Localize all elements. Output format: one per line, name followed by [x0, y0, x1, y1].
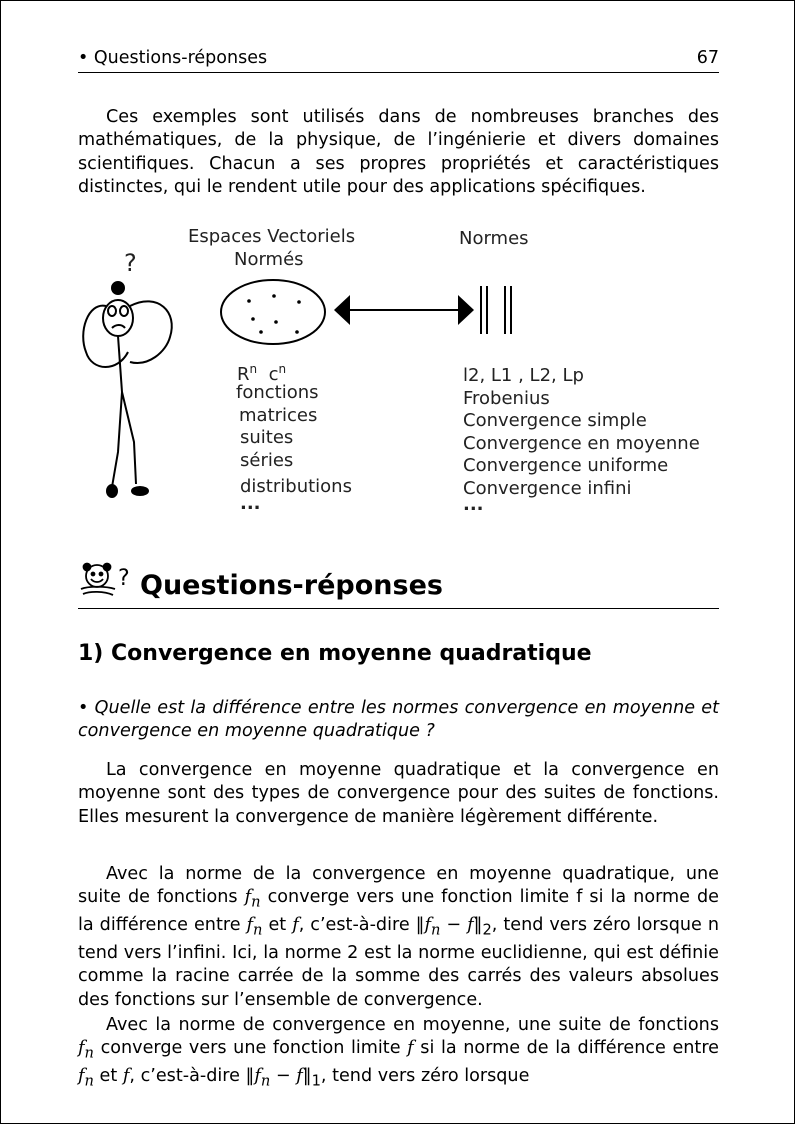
math-f: f [246, 915, 254, 936]
right-list-item: ... [463, 494, 484, 515]
cn-superscript: n [278, 362, 287, 376]
math-fn [246, 915, 263, 939]
math-n: n [260, 1072, 271, 1090]
rn-superscript: n [249, 362, 258, 376]
header-section-label: Questions-réponses [93, 48, 268, 68]
right-list [463, 365, 700, 514]
intro-text: Ces exemples sont utilisés dans de nombreuses branches des mathématiques, de la physique, de l’ingénierie et divers domaines scientifiques. Chacun a ses propres propriétés et caractéristiques distinctes, qui le rendent utile pour des applications spécifiques. [78, 107, 719, 197]
question-mark: ? [124, 249, 137, 277]
header-section: • Questions-réponses [78, 48, 268, 68]
section-heading [78, 562, 719, 609]
math-f: f [78, 1038, 85, 1059]
math-f: f [244, 887, 252, 908]
math-fn [78, 1038, 94, 1062]
p3-text: converge vers une fonction limite [93, 1038, 408, 1059]
p3-text: , c’est-à-dire [129, 1066, 246, 1087]
left-title-line1: Espaces Vectoriels [188, 226, 356, 247]
right-list-item: Frobenius [463, 387, 550, 409]
cn-symbol: c [268, 364, 279, 385]
left-list-item: fonctions [236, 382, 319, 403]
math-fn [78, 1066, 94, 1090]
vector-space-ellipse [221, 280, 325, 344]
norm-index: 1 [311, 1072, 321, 1090]
paragraph-3 [78, 1014, 719, 1093]
left-list-item: séries [240, 449, 294, 471]
running-header [78, 48, 719, 73]
right-list-item: Convergence en moyenne [463, 432, 700, 454]
math-f: f [296, 1066, 303, 1087]
section-title: Questions-réponses [140, 570, 443, 601]
question-text: Quelle est la différence entre les normes convergence en moyenne et convergence en moyenne quadratique ? [78, 698, 719, 742]
math-f: f [467, 915, 474, 936]
math-n: n [251, 893, 261, 911]
norm-index: 2 [482, 921, 492, 939]
right-list-item: Convergence uniforme [463, 455, 669, 476]
paragraph-2 [78, 863, 719, 1012]
norm-bars-icon [481, 286, 511, 334]
left-list-item: matrices [239, 404, 318, 426]
paragraph-1-text: La convergence en moyenne quadratique et la convergence en moyenne sont des types de convergence pour des suites de fonctions. Elles mesurent la convergence de manière légèrement différente. [78, 760, 719, 827]
stick-figure-icon [83, 282, 172, 497]
right-list-item: Convergence simple [463, 410, 647, 431]
p3-text: , tend vers zéro lorsque [320, 1066, 530, 1087]
p2-text: et [262, 915, 293, 936]
p2-text: , tend vers zéro lorsque n tend vers l’infini. Ici, la norme 2 est la norme euclidienne, qui est définie comme la racine carrée de la somme des carrés des valeurs absolues des fonctions sur l’ensemble de convergence. [78, 915, 720, 1010]
math-f: f [254, 1066, 261, 1087]
left-list [236, 382, 352, 513]
p3-text: Avec la norme de convergence en moyenne, une suite de fonctions [106, 1015, 719, 1035]
math-n: n [430, 921, 441, 939]
p2-text: , c’est-à-dire [298, 915, 416, 936]
ellipse-dots [247, 294, 301, 334]
p3-text: si la norme de la différence entre [413, 1038, 719, 1059]
rn-symbol: R [237, 364, 250, 385]
math-norm-1: $‖f_n$ − $f‖_1$ [245, 1066, 321, 1090]
math-fn [244, 887, 261, 911]
left-list-item: distributions [240, 476, 352, 497]
math-f: f [122, 1066, 130, 1087]
right-list-item: l2, L1 , L2, Lp [463, 365, 584, 386]
math-f: f [292, 915, 299, 936]
paragraph-1 [78, 759, 719, 829]
intro-paragraph [78, 106, 719, 199]
p2-text: converge vers une fonction limite f si la norme de la différence entre [78, 887, 719, 936]
math-f: f [78, 1066, 85, 1087]
right-title: Normes [459, 228, 529, 249]
p3-text: et [93, 1066, 123, 1087]
subsection-title: 1) Convergence en moyenne quadratique [78, 641, 592, 666]
bullet: • [78, 698, 95, 718]
question-item [78, 697, 719, 744]
math-f: f [424, 915, 431, 936]
math-norm-2: $‖f_n$ − $f‖_2$ [415, 915, 492, 939]
left-title-line2: Normés [234, 249, 304, 270]
double-arrow-icon [334, 295, 474, 325]
section-question-mark: ? [118, 566, 130, 591]
left-list-item: suites [240, 427, 294, 448]
math-n: n [253, 921, 263, 939]
math-f: f [407, 1038, 414, 1059]
page-number: 67 [696, 48, 719, 68]
norms-figure [78, 222, 719, 522]
right-list-item: Convergence infini [463, 477, 632, 499]
p2-text: Avec la norme de la convergence en moyenne quadratique, une suite de fonctions [78, 864, 719, 908]
math-n: n [84, 1044, 94, 1062]
math-n: n [84, 1072, 94, 1090]
left-list-item: ... [240, 492, 261, 514]
